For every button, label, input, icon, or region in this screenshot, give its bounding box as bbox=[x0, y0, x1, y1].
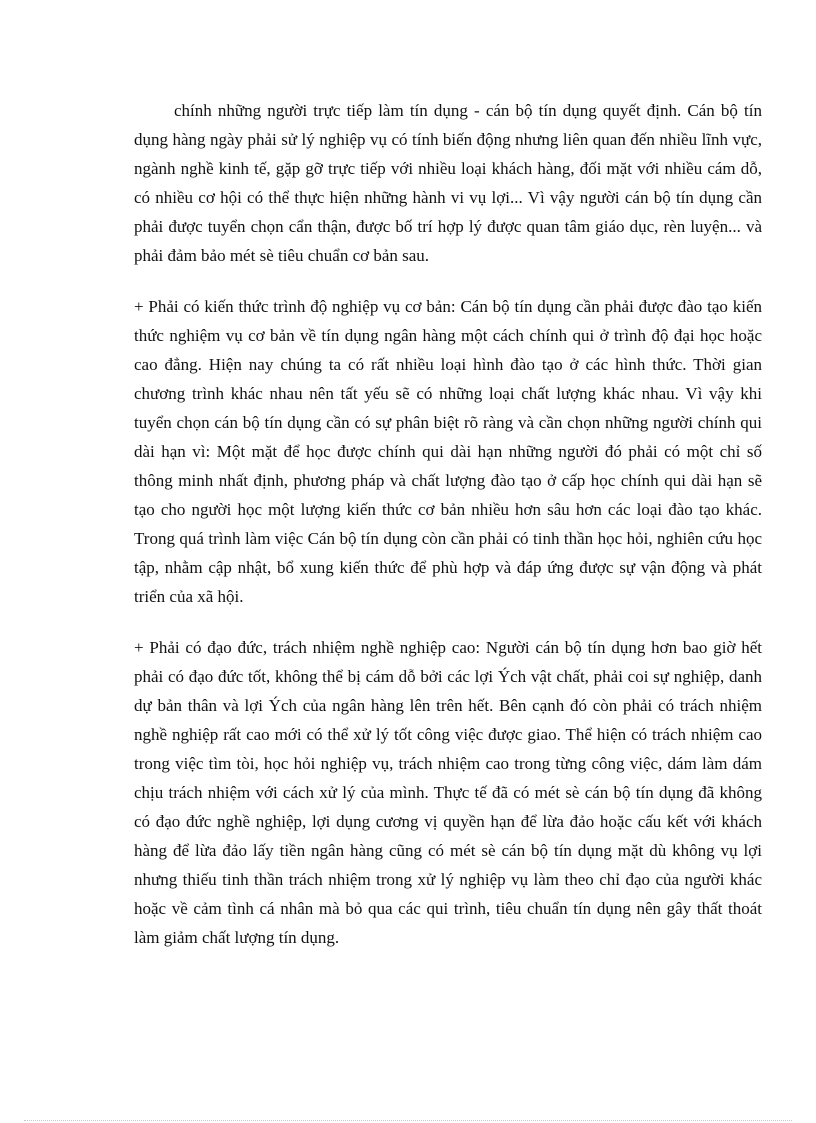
paragraph-professional-knowledge: + Phải có kiến thức trình độ nghiệp vụ cơ bản: Cán bộ tín dụng cần phải được đào tạo kiến thức nghiệm vụ cơ bản về tín dụng ngân hàng một cách chính qui ở trình độ đại học hoặc cao đẳng. Hiện nay chúng ta có rất nhiều loại hình đào tạo ở các hình thức. Thời gian chương trình khác nhau nên tất yếu sẽ có những loại chất lượng khác nhau. Vì vậy khi tuyển chọn cán bộ tín dụng cần có sự phân biệt rõ ràng và cần chọn những người chính qui dài hạn vì: Một mặt để học được chính qui dài hạn những người đó phải có một chỉ số thông minh nhất định, phương pháp và chất lượng đào tạo ở cấp học chính qui dài hạn sẽ tạo cho người học một lượng kiến thức cơ bản nhiều hơn sâu hơn các loại đào tạo khác. Trong quá trình làm việc Cán bộ tín dụng còn cần phải có tinh thần học hỏi, nghiên cứu học tập, nhằm cập nhật, bổ xung kiến thức để phù hợp và đáp ứng được sự vận động và phát triển của xã hội. bbox=[134, 297, 762, 606]
document-body bbox=[134, 96, 762, 974]
paragraph-ethics-responsibility: + Phải có đạo đức, trách nhiệm nghề nghiệp cao: Người cán bộ tín dụng hơn bao giờ hết phải có đạo đức tốt, không thể bị cám dỗ bởi các lợi Ých vật chất, phải coi sự nghiệp, danh dự bản thân và lợi Ých của ngân hàng lên trên hết. Bên cạnh đó còn phải có trách nhiệm nghề nghiệp rất cao mới có thể xử lý tốt công việc được giao. Thể hiện có trách nhiệm cao trong việc tìm tòi, học hỏi nghiệp vụ, trách nhiệm cao trong từng công việc, dám làm dám chịu trách nhiệm với cách xử lý của mình. Thực tế đã có mét sè cán bộ tín dụng đã không có đạo đức nghề nghiệp, lợi dụng cương vị quyền hạn để lừa đảo hoặc cấu kết với khách hàng để lừa đảo lấy tiền ngân hàng cũng có mét sè cán bộ tín dụng mặt dù không vụ lợi nhưng thiếu tinh thần trách nhiệm trong xử lý nghiệp vụ làm theo chỉ đạo của người khác hoặc về cảm tình cá nhân mà bỏ qua các qui trình, tiêu chuẩn tín dụng nên gây thất thoát làm giảm chất lượng tín dụng. bbox=[134, 638, 762, 947]
paragraph-credit-officer-intro: chính những người trực tiếp làm tín dụng - cán bộ tín dụng quyết định. Cán bộ tín dụng hàng ngày phải sử lý nghiệp vụ có tính biến động nhưng liên quan đến nhiều lĩnh vực, ngành nghề kinh tế, gặp gỡ trực tiếp với nhiều loại khách hàng, đối mặt với nhiều cám dỗ, có nhiều cơ hội có thể thực hiện những hành vi vụ lợi... Vì vậy người cán bộ tín dụng cần phải được tuyển chọn cẩn thận, được bố trí hợp lý được quan tâm giáo dục, rèn luyện... và phải đảm bảo mét sè tiêu chuẩn cơ bản sau. bbox=[134, 101, 762, 265]
page-bottom-divider bbox=[24, 1120, 792, 1121]
